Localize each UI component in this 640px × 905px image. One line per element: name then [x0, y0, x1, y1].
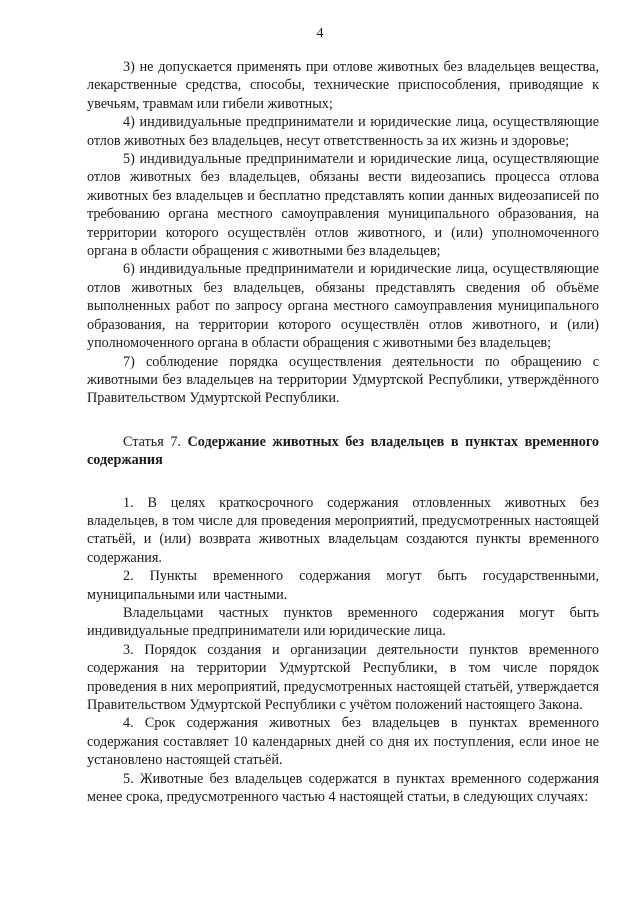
list-item-6: 6) индивидуальные предприниматели и юридические лица, осуществляющие отлов животных без владельцев, обязаны представлять сведения об объёме выполненных работ по запросу органа местного самоуправления муниципального образования, на территории которого осуществлён отлов животного, и (или) уполномоченного органа в области обращения с животными без владельцев;: [87, 261, 599, 352]
list-item-7: 7) соблюдение порядка осуществления деятельности по обращению с животными без владельцев на территории Удмуртской Республики, утверждённого Правительством Удмуртской Республики.: [87, 353, 599, 407]
paragraph-5: 5. Животные без владельцев содержатся в пунктах временного содержания менее срока, предусмотренного частью 4 настоящей статьи, в следующих случаях:: [87, 770, 599, 806]
document-body: [87, 58, 599, 806]
list-item-5: 5) индивидуальные предприниматели и юридические лица, осуществляющие отлов животных без владельцев, обязаны вести видеозапись процесса отлова животных без владельцев и бесплатно представлять копии данных видеозаписей по требованию органа местного самоуправления муниципального образования, на территории которого осуществлён отлов животного, и (или) уполномоченного органа в области обращения с животными без владельцев;: [87, 151, 599, 260]
article-label: Статья 7.: [123, 433, 181, 450]
paragraph-2: 2. Пункты временного содержания могут быть государственными, муниципальными или частными.: [87, 568, 599, 603]
paragraph-1: 1. В целях краткосрочного содержания отловленных животных без владельцев, в том числе для проведения мероприятий, предусмотренных настоящей статьёй, и (или) возврата животных владельцам создаются пункты временного содержания.: [87, 494, 599, 566]
paragraph-4: 4. Срок содержания животных без владельцев в пунктах временного содержания составляет 10 календарных дней со дня их поступления, если иное не установлено настоящей статьёй.: [87, 715, 599, 769]
paragraph-3: 3. Порядок создания и организации деятельности пунктов временного содержания на территории Удмуртской Республики, в том числе порядок проведения в них мероприятий, предусмотренных настоящей статьёй, утверждается Правительством Удмуртской Республики с учётом положений настоящего Закона.: [87, 641, 599, 713]
list-item-4: 4) индивидуальные предприниматели и юридические лица, осуществляющие отлов животных без владельцев, несут ответственность за их жизнь и здоровье;: [87, 114, 599, 149]
page-number: 4: [316, 26, 324, 41]
article-title: Содержание животных без владельцев в пунктах временного содержания: [87, 433, 600, 469]
paragraph-2-note: Владельцами частных пунктов временного содержания могут быть индивидуальные предприниматели или юридические лица.: [87, 604, 599, 640]
article-heading: [87, 433, 599, 470]
list-item-3: 3) не допускается применять при отлове животных без владельцев вещества, лекарственные средства, способы, технические приспособления, приводящие к увечьям, травмам или гибели животных;: [87, 59, 599, 112]
